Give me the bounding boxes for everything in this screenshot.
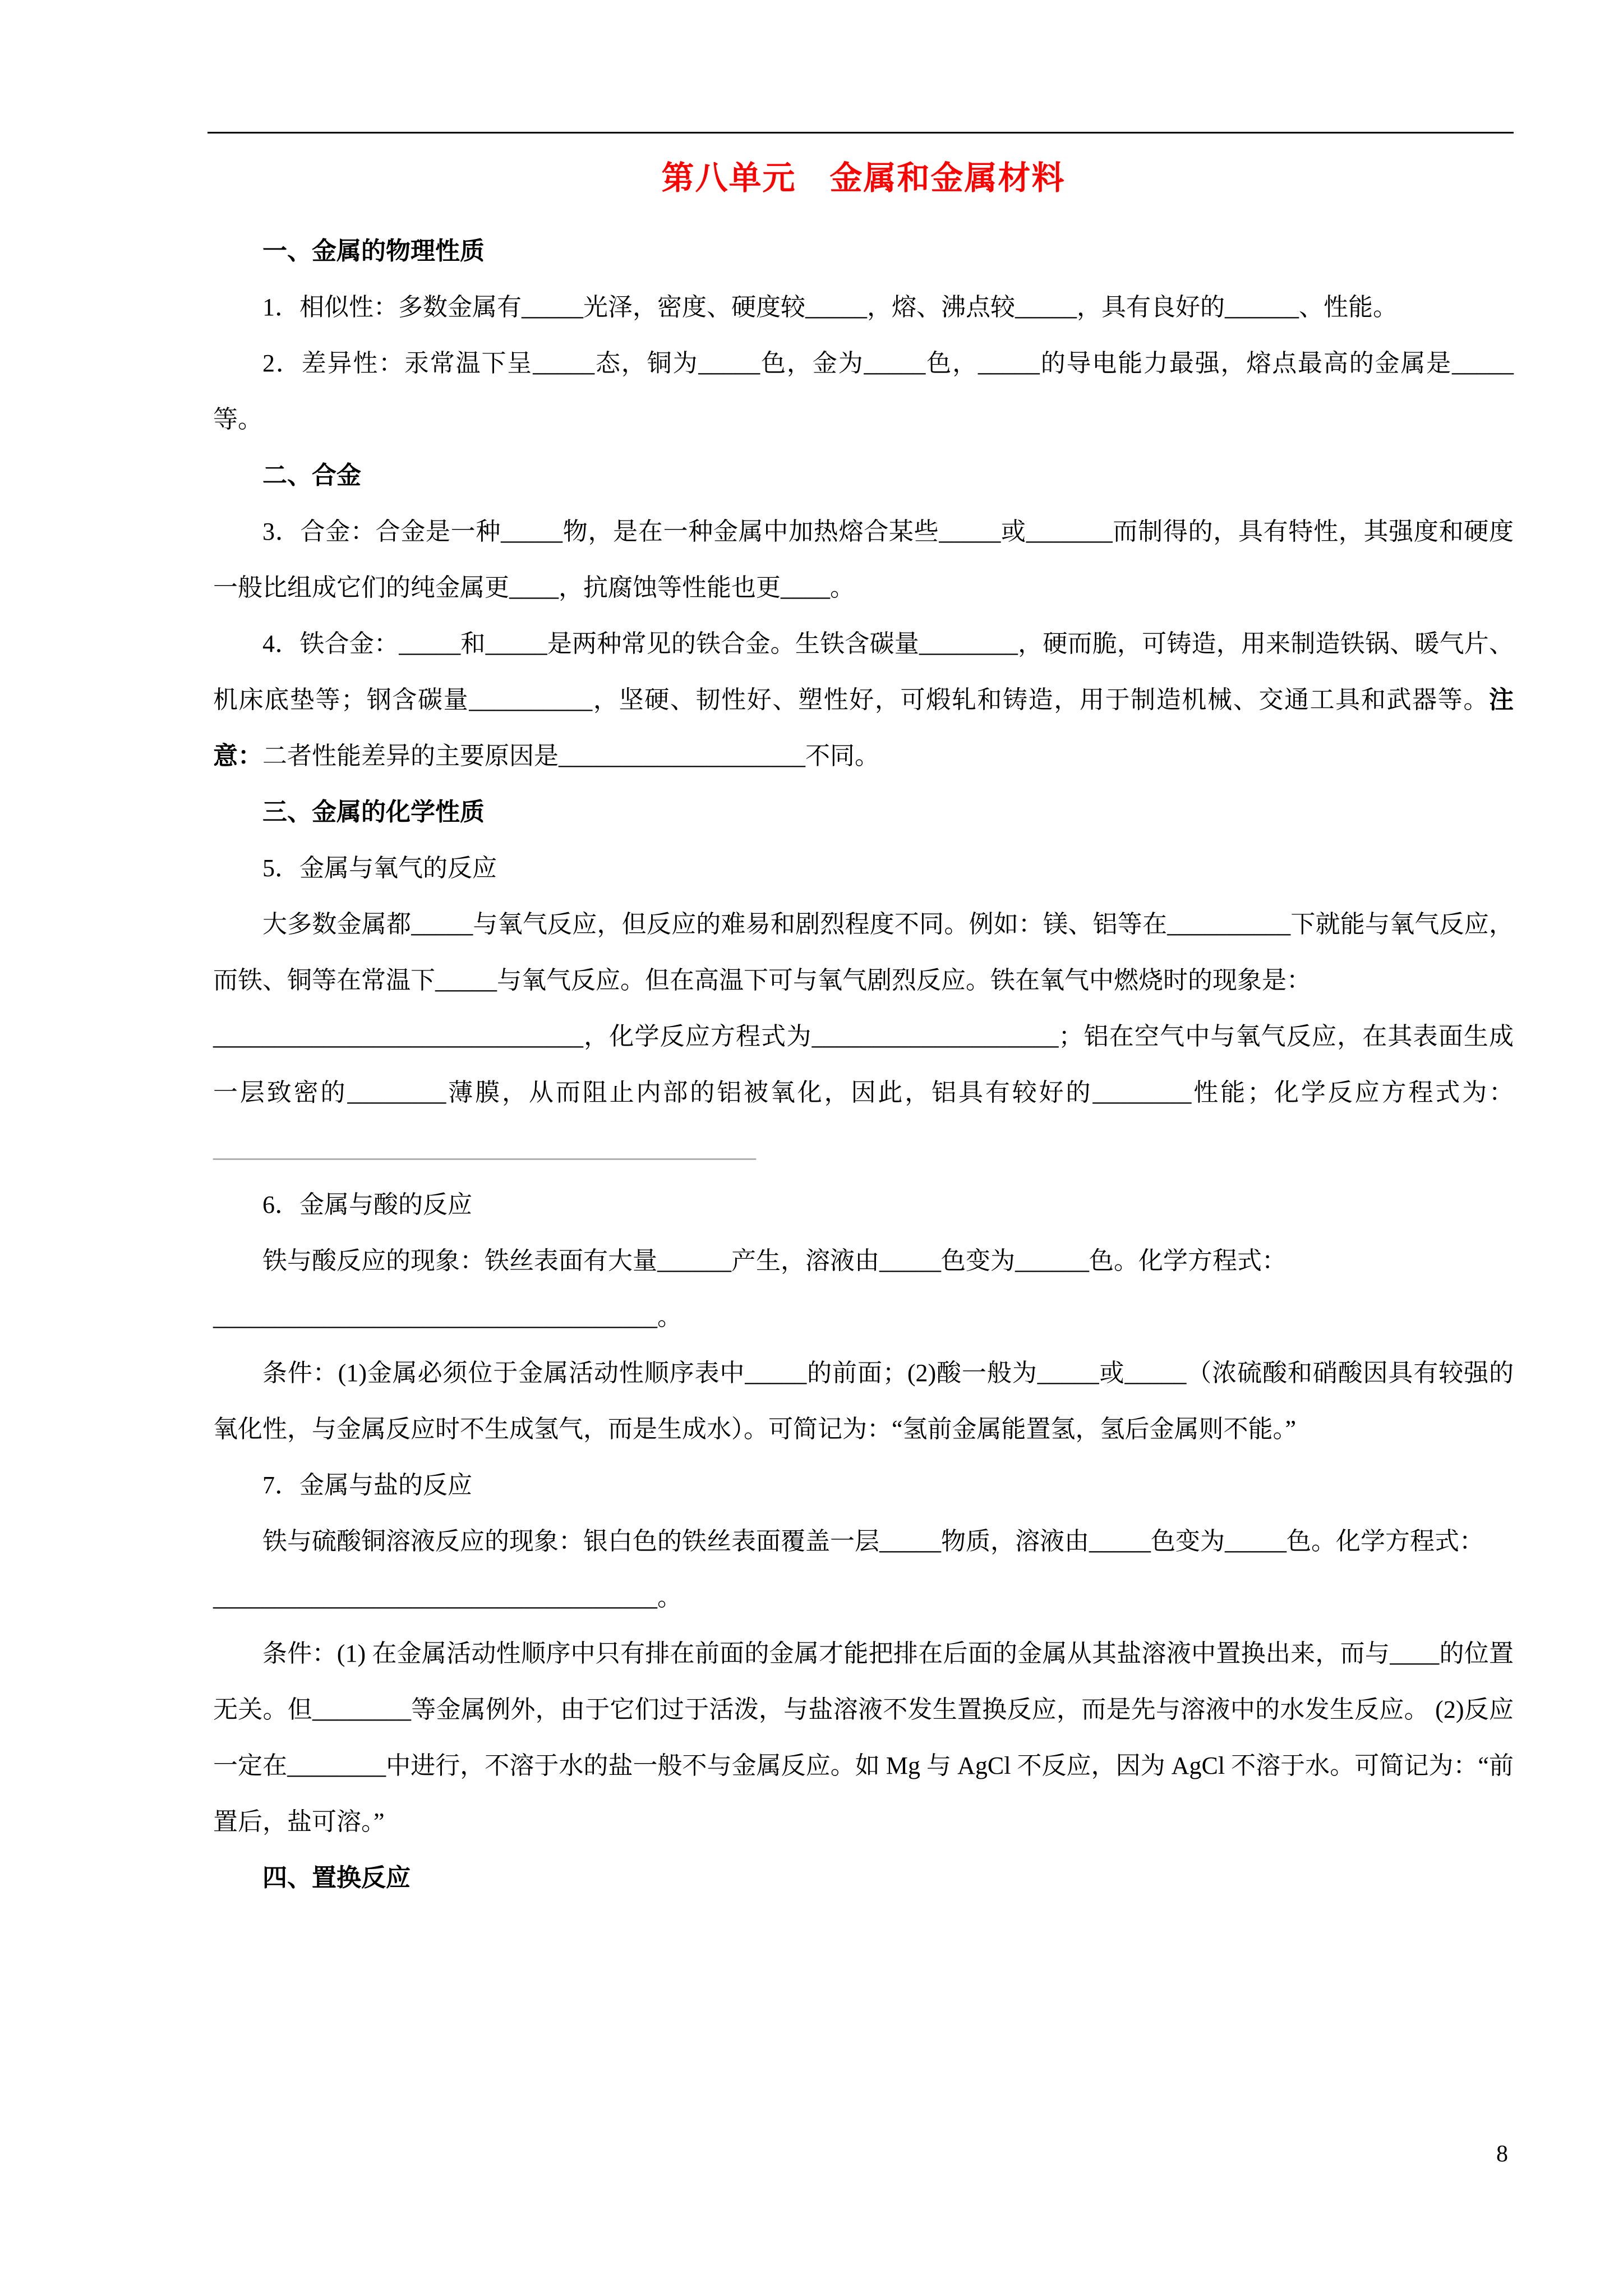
section-heading-chemical-properties: 三、金属的化学性质 — [262, 798, 485, 826]
note-label: 注意： — [213, 686, 1514, 770]
paragraph-similarity: 1．相似性：多数金属有_____光泽，密度、硬度较_____，熔、沸点较_____，具有良好的______、性能。 — [262, 293, 1398, 321]
paragraph-iron-copper-sulfate: 铁与硫酸铜溶液反应的现象：银白色的铁丝表面覆盖一层_____物质，溶液由_____色变为_____色。化学方程式： — [262, 1527, 1484, 1555]
paragraph-text: 二者性能差异的主要原因是____________________不同。 — [262, 742, 879, 770]
page-number: 8 — [1496, 2141, 1508, 2167]
paragraph-oxygen-equation — [213, 1009, 1514, 1177]
paragraph-alloy-definition: 3．合金：合金是一种_____物，是在一种金属中加热熔合某些_____或_______而制得的，具有特性，其强度和硬度一般比组成它们的纯金属更____，抗腐蚀等性能也更____。 — [213, 518, 1514, 601]
paragraph-iron-alloys — [213, 616, 1514, 784]
answer-blank-line-salt: ____________________________________。 — [213, 1584, 682, 1611]
answer-blank-line: ____________________________________________ — [213, 1135, 756, 1162]
section-heading-displacement-reaction: 四、置换反应 — [262, 1864, 411, 1892]
header-divider — [208, 132, 1514, 134]
page-title: 第八单元 金属和金属材料 — [661, 160, 1066, 196]
answer-blank-line-acid: ____________________________________。 — [213, 1303, 682, 1331]
paragraph-text: ______________________________，化学反应方程式为____________________；铝在空气中与氧气反应，在其表面生成一层致密的________薄膜，从而阻止内部的铝被氧化，因此，铝具有较好的________性能；化学反应方程式为： — [213, 1023, 1514, 1106]
paragraph-iron-acid: 铁与酸反应的现象：铁丝表面有大量______产生，溶液由_____色变为______色。化学方程式： — [262, 1247, 1287, 1274]
paragraph-metal-oxygen: 大多数金属都_____与氧气反应，但反应的难易和剧烈程度不同。例如：镁、铝等在__________下就能与氧气反应，而铁、铜等在常温下_____与氧气反应。但在高温下可与氧气剧烈反应。铁在氧气中燃烧时的现象是： — [213, 910, 1514, 994]
subheading-metal-salt-reaction: 7．金属与盐的反应 — [262, 1471, 472, 1499]
subheading-metal-oxygen-reaction: 5．金属与氧气的反应 — [262, 854, 497, 882]
paragraph-text: 4．铁合金：_____和_____是两种常见的铁合金。生铁含碳量________，硬而脆，可铸造，用来制造铁锅、暖气片、机床底垫等；钢含碳量__________，坚硬、韧性好、塑性好，可煅轧和铸造，用于制造机械、交通工具和武器等。 — [213, 630, 1514, 714]
paragraph-salt-conditions: 条件：(1) 在金属活动性顺序中只有排在前面的金属才能把排在后面的金属从其盐溶液中置换出来，而与____的位置无关。但________等金属例外，由于它们过于活泼，与盐溶液不发生置换反应，而是先与溶液中的水发生反应。 (2)反应一定在________中进行，不溶于水的盐一般不与金属反应。如 Mg 与 AgCl 不反应，因为 AgCl 不溶于水。可简记为：“前置后，盐可溶。” — [213, 1640, 1514, 1835]
paragraph-acid-conditions: 条件：(1)金属必须位于金属活动性顺序表中_____的前面；(2)酸一般为_____或_____（浓硫酸和硝酸因具有较强的氧化性，与金属反应时不生成氢气，而是生成水）。可简记为：“氢前金属能置氢，氢后金属则不能。” — [213, 1359, 1514, 1443]
section-heading-alloys: 二、合金 — [262, 462, 361, 489]
section-heading-physical-properties: 一、金属的物理性质 — [262, 237, 485, 265]
subheading-metal-acid-reaction: 6．金属与酸的反应 — [262, 1191, 472, 1218]
paragraph-difference: 2．差异性：汞常温下呈_____态，铜为_____色，金为_____色，_____的导电能力最强，熔点最高的金属是_____等。 — [213, 349, 1514, 433]
